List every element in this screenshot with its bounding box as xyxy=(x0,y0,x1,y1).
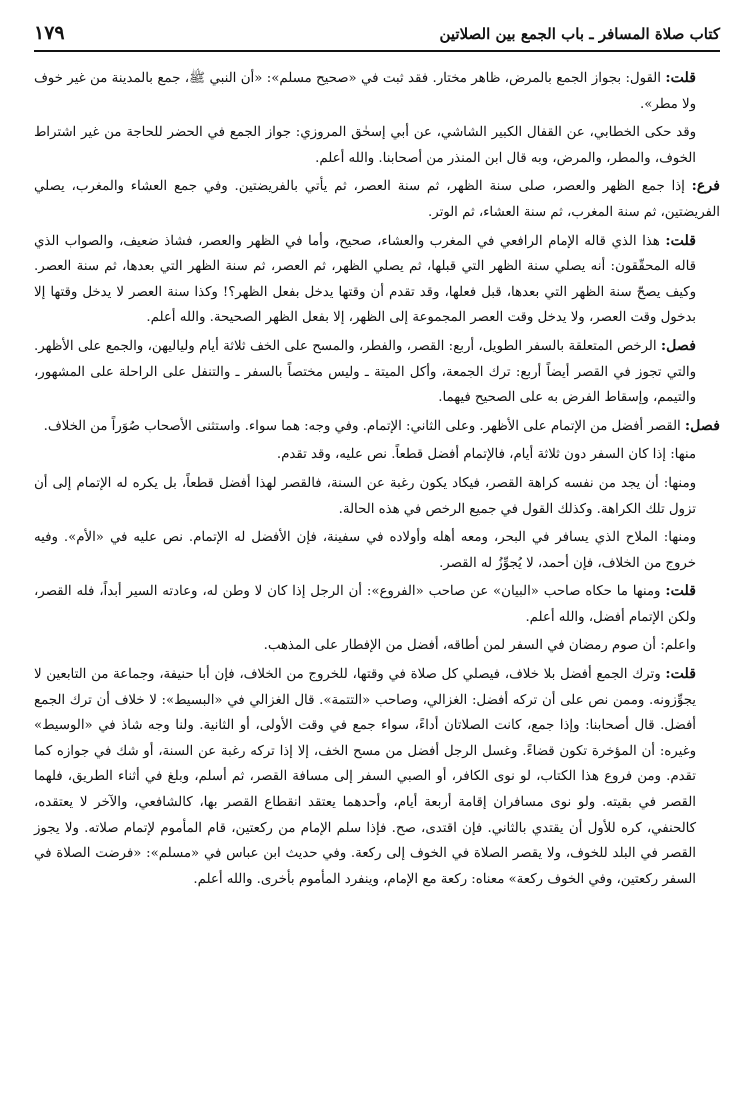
paragraph-term: فصل: xyxy=(684,417,720,434)
running-header xyxy=(34,22,720,52)
book-page xyxy=(34,22,720,895)
paragraph-5 xyxy=(34,334,720,411)
paragraph-term: قلت: xyxy=(665,70,696,86)
paragraph-text: وترك الجمع أفضل بلا خلاف، فيصلي كل صلاة في وقتها، للخروج من الخلاف، فإن أبا حنيفة، وجماعة من التابعين لا يجوِّزونه. وممن نص على أن تركه أفضل: الغزالي، وصاحب «التتمة». قال الغزالي في «البسيط»: لا خلاف أن ترك الجمع أفضل. قال أصحابنا: وإذا جمع، كانت الصلاتان أداءً، سواء جمع في وقت الأولى، أو الثانية. ولنا وجه شاذ في «الوسيط» وغيره: أن المؤخرة تكون قضاءً. وغسل الرجل أفضل من مسح الخف، إلا إذا تركه رغبة عن السنة، أو شك في جوازه كما تقدم. ومن فروع هذا الكتاب، لو نوى الكافر، أو الصبي السفر إلى مسافة القصر، ثم أسلم، وبلغ في أثناء الطريق، فلهما القصر في بقيته. ولو نوى مسافران إقامة أربعة أيام، وأحدهما يعتقد انقطاع القصر بها، كالشافعي، والآخر لا يعتقده، كالحنفي، كره للأول أن يقتدي بالثاني. فإن اقتدى، صح. فإذا سلم الإمام من ركعتين، قام المأموم لإتمام صلاته. ولا يجوز القصر في البلد للخوف، ولا يقصر الصلاة في الخوف إلى ركعة. وفي حديث ابن عباس في «مسلم»: «فرضت الصلاة في السفر ركعتين، وفي الخوف ركعة» معناه: ركعة مع الإمام، وينفرد المأموم بأخرى. والله أعلم. xyxy=(34,667,696,887)
paragraph-7 xyxy=(34,442,720,468)
paragraph-text: ومنها: الملاح الذي يسافر في البحر، ومعه أهله وأولاده في سفينة، فإن الأفضل له الإتمام. نص عليه في «الأم». وفيه خروج من الخلاف، فإن أحمد، لا يُجوِّزُ له القصر. xyxy=(34,530,696,571)
paragraph-text: القول: بجواز الجمع بالمرض، ظاهر مختار. فقد ثبت في «صحيح مسلم»: «أن النبي ﷺ، جمع بالمدينة من غير خوف ولا مطر». xyxy=(34,71,696,112)
chapter-title: كتاب صلاة المسافر ـ باب الجمع بين الصلاتين xyxy=(439,25,720,43)
paragraph-term: فصل: xyxy=(660,337,696,354)
paragraph-term: قلت: xyxy=(665,666,696,683)
paragraph-8 xyxy=(34,471,720,522)
paragraph-text: إذا جمع الظهر والعصر، صلى سنة الظهر، ثم سنة العصر، ثم يأتي بالفريضتين. وفي جمع العشاء والمغرب، يصلي الفريضتين، ثم سنة المغرب، ثم سنة العشاء، ثم الوتر. xyxy=(34,179,720,220)
paragraph-text: منها: إذا كان السفر دون ثلاثة أيام، فالإتمام أفضل قطعاً. نص عليه، وقد تقدم. xyxy=(276,447,696,463)
paragraph-4 xyxy=(34,229,720,331)
paragraph-11 xyxy=(34,633,720,659)
paragraph-text: هذا الذي قاله الإمام الرافعي في المغرب والعشاء، صحيح، وأما في الظهر والعصر، فشاذ ضعيف، والصواب الذي قاله المحقّقون: أنه يصلي سنة الظهر التي قبلها، ثم يصلي الظهر، ثم العصر، ثم سنة الظهر التي بعدها، ثم سنة العصر. وكيف يصحّ سنة الظهر التي بعدها، قبل فعلها، وقد تقدم أن وقتها يدخل بفعل الظهر؟! وكذا سنة العصر لا يدخل وقتها إلا بدخول وقت العصر، ولا يدخل وقت العصر المجموعة إلى الظهر، إلا بفعل الظهر الصحيحة. والله أعلم. xyxy=(34,233,696,326)
paragraph-term: قلت: xyxy=(665,232,696,249)
paragraph-6 xyxy=(34,414,720,440)
paragraph-2 xyxy=(34,120,720,171)
paragraph-1 xyxy=(34,66,720,117)
page-number: ١٧٩ xyxy=(34,22,65,44)
paragraph-text: الرخص المتعلقة بالسفر الطويل، أربع: القصر، والفطر، والمسح على الخف ثلاثة أيام ولياليهن، والجمع على الأظهر. والتي تجوز في القصر أيضاً أربع: ترك الجمعة، وأكل الميتة ـ وليس مختصاً بالسفر ـ والتنفل على الراحلة على المشهور، والتيمم، وإسقاط الفرض به على الصحيح فيهما. xyxy=(34,338,696,406)
paragraph-text: القصر أفضل من الإتمام على الأظهر. وعلى الثاني: الإتمام. وفي وجه: هما سواء. واستثنى الأصحاب صُوَراً من الخلاف. xyxy=(43,418,685,434)
paragraph-text: ومنها ما حكاه صاحب «البيان» عن صاحب «الفروع»: أن الرجل إذا كان لا وطن له، وعادته السير أبداً، فله القصر، ولكن الإتمام أفضل، والله أعلم. xyxy=(34,584,696,625)
paragraph-text: واعلم: أن صوم رمضان في السفر لمن أطاقه، أفضل من الإفطار على المذهب. xyxy=(263,638,696,654)
page-body xyxy=(34,66,720,892)
paragraph-text: ومنها: أن يجد من نفسه كراهة القصر، فيكاد يكون رغبة عن السنة، فالقصر لهذا أفضل قطعاً، بل يكره له الإتمام إلى أن تزول تلك الكراهة. وكذلك القول في جميع الرخص في هذه الحالة. xyxy=(34,475,696,517)
paragraph-12 xyxy=(34,662,720,892)
paragraph-text: وقد حكى الخطابي، عن القفال الكبير الشاشي، عن أبي إسحٰق المروزي: جواز الجمع في الحضر للحاجة من غير اشتراط الخوف، والمطر، والمرض، وبه قال ابن المنذر من أصحابنا. والله أعلم. xyxy=(34,125,696,166)
paragraph-term: فرع: xyxy=(691,178,720,195)
paragraph-9 xyxy=(34,525,720,576)
paragraph-term: قلت: xyxy=(665,583,696,600)
paragraph-3 xyxy=(34,174,720,225)
paragraph-10 xyxy=(34,579,720,630)
